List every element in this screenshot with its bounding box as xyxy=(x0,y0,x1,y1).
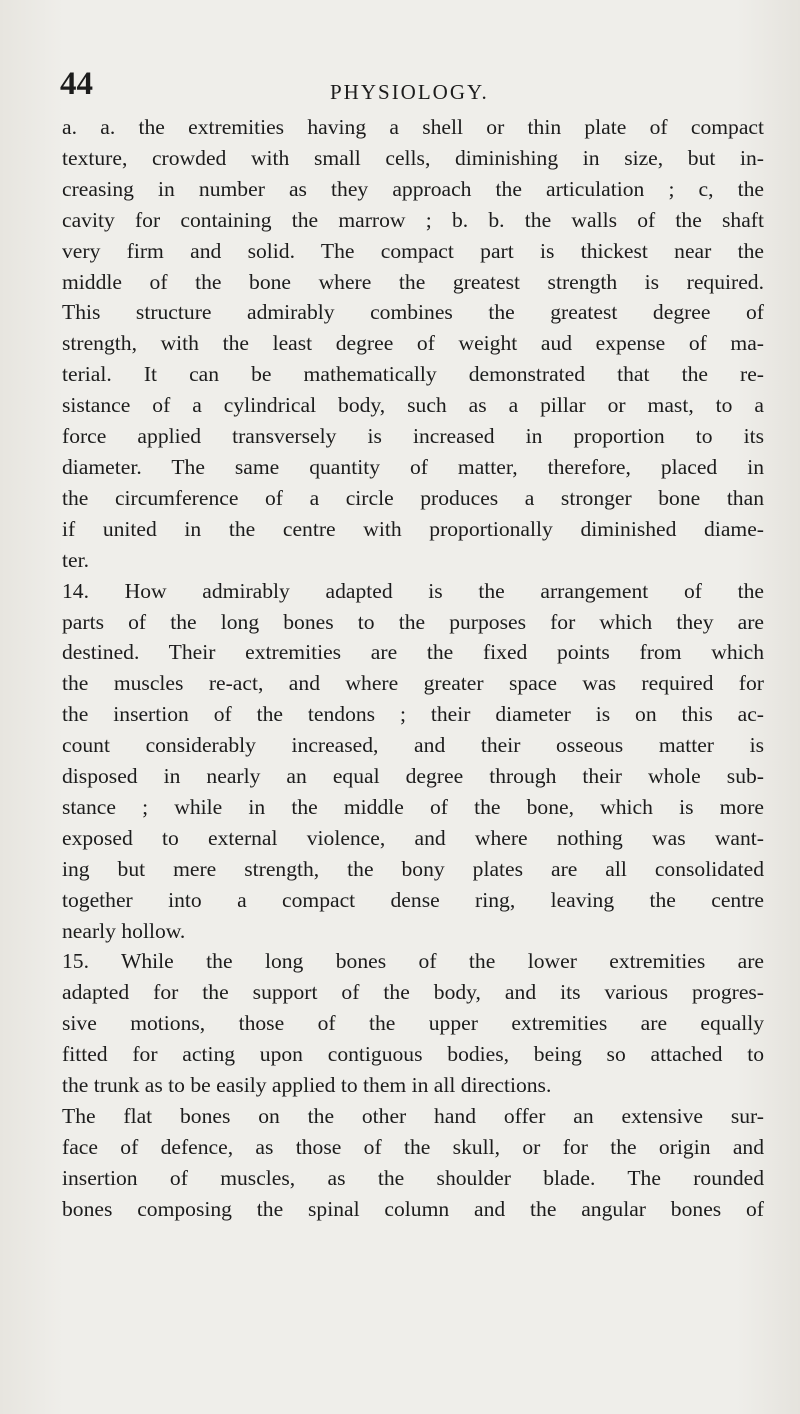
text-line: count considerably increased, and their osseous matter is xyxy=(62,733,764,758)
text-line: cavity for containing the marrow ; b. b. the walls of the shaft xyxy=(62,207,764,232)
text-line: nearly hollow. xyxy=(62,918,186,943)
text-line: ter. xyxy=(62,547,89,572)
text-line: sistance of a cylindrical body, such as a pillar or mast, to a xyxy=(62,393,764,418)
text-line: The flat bones on the other hand offer an extensive sur- xyxy=(62,1104,764,1128)
text-line: adapted for the support of the body, and its various progres- xyxy=(62,980,764,1005)
text-line: sive motions, those of the upper extremities are equally xyxy=(62,1011,764,1036)
text-line: the muscles re-act, and where greater space was required for xyxy=(62,671,764,696)
text-line: the trunk as to be easily applied to them in all directions. xyxy=(62,1073,552,1098)
text-line: exposed to external violence, and where nothing was want- xyxy=(62,825,764,850)
text-line: parts of the long bones to the purposes for which they are xyxy=(62,609,764,634)
running-title: PHYSIOLOGY. xyxy=(330,80,489,104)
body-text xyxy=(62,112,764,1225)
text-line: the insertion of the tendons ; their diameter is on this ac- xyxy=(62,702,764,727)
text-line: together into a compact dense ring, leaving the centre xyxy=(62,887,764,912)
text-line: strength, with the least degree of weight aud expense of ma- xyxy=(62,331,764,356)
text-line: terial. It can be mathematically demonstrated that the re- xyxy=(62,362,764,387)
text-line: face of defence, as those of the skull, or for the origin and xyxy=(62,1134,764,1159)
text-line: the circumference of a circle produces a stronger bone than xyxy=(62,485,764,510)
text-line: bones composing the spinal column and the angular bones of xyxy=(62,1196,764,1221)
text-line: fitted for acting upon contiguous bodies, being so attached to xyxy=(62,1042,764,1067)
text-line: a. a. the extremities having a shell or thin plate of compact xyxy=(62,115,764,139)
text-line: texture, crowded with small cells, diminishing in size, but in- xyxy=(62,145,764,170)
text-line: creasing in number as they approach the articulation ; c, the xyxy=(62,176,764,201)
text-line: This structure admirably combines the greatest degree of xyxy=(62,300,764,325)
text-line: disposed in nearly an equal degree through their whole sub- xyxy=(62,764,764,789)
text-line: diameter. The same quantity of matter, therefore, placed in xyxy=(62,454,764,479)
text-line: if united in the centre with proportionally diminished diame- xyxy=(62,516,764,541)
text-line: 15. While the long bones of the lower extremities are xyxy=(62,949,764,974)
text-line: ing but mere strength, the bony plates are all consolidated xyxy=(62,856,764,881)
text-line: insertion of muscles, as the shoulder blade. The rounded xyxy=(62,1165,764,1190)
text-line: 14. How admirably adapted is the arrangement of the xyxy=(62,578,764,603)
text-line: force applied transversely is increased in proportion to its xyxy=(62,424,764,449)
page-number: 44 xyxy=(60,66,93,102)
text-line: stance ; while in the middle of the bone, which is more xyxy=(62,794,764,819)
page-header xyxy=(60,66,760,106)
text-line: destined. Their extremities are the fixed points from which xyxy=(62,640,764,665)
text-line: very firm and solid. The compact part is thickest near the xyxy=(62,238,764,263)
text-line: middle of the bone where the greatest strength is required. xyxy=(62,269,764,294)
